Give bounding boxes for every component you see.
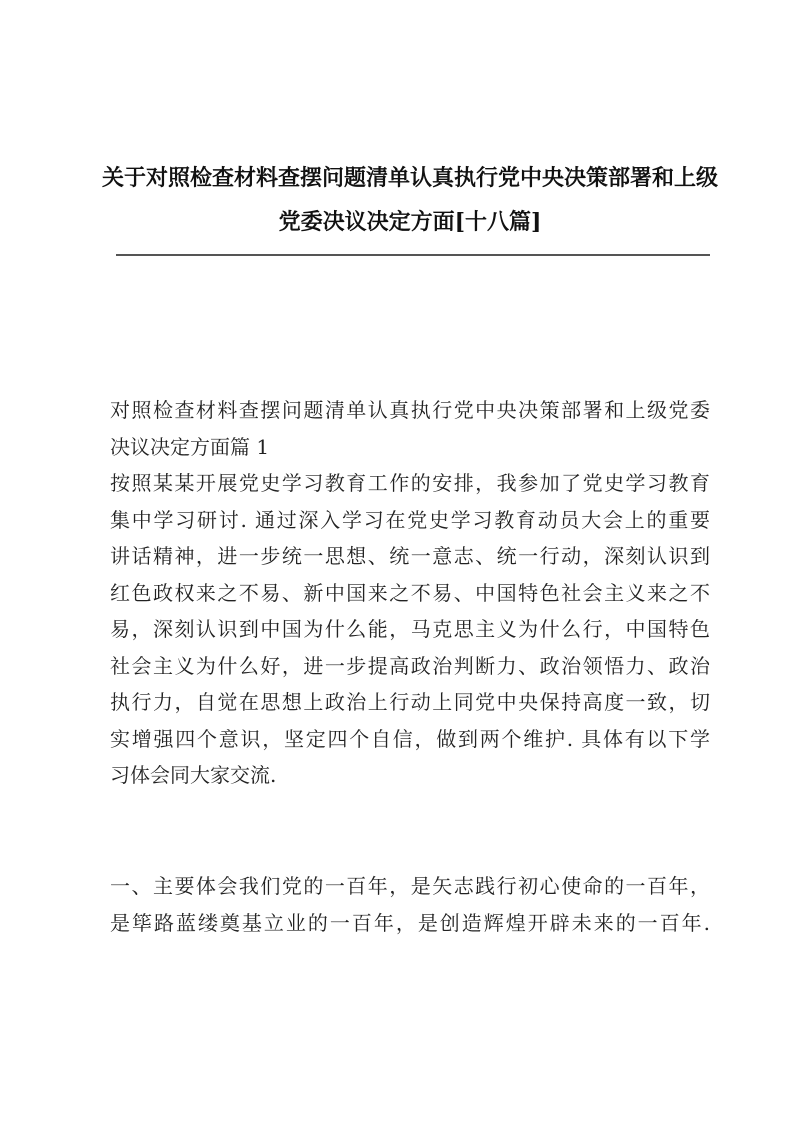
section-heading-line: 对照检查材料查摆问题清单认真执行党中央决策部署和上级党委 (110, 398, 710, 422)
document-title (100, 156, 720, 244)
paragraph-line: 按照某某开展党史学习教育工作的安排，我参加了党史学习教育 (110, 471, 710, 495)
paragraph-line: 讲话精神，进一步统一思想、统一意志、统一行动，深刻认识到 (110, 544, 710, 568)
document-body (110, 392, 710, 794)
title-line: 关于对照检查材料查摆问题清单认真执行党中央决策部署和上级 (101, 165, 718, 191)
section-one-line: 是筚路蓝缕奠基立业的一百年，是创造辉煌开辟未来的一百年. (110, 910, 710, 935)
paragraph-line: 习体会同大家交流. (110, 763, 277, 787)
section-heading-line: 决议决定方面篇 1 (110, 434, 270, 459)
section-one (110, 868, 710, 941)
title-line: 党委决议决定方面[十八篇] (278, 209, 542, 235)
paragraph-line: 集中学习研讨. 通过深入学习在党史学习教育动员大会上的重要 (110, 507, 710, 532)
paragraph-line: 实增强四个意识，坚定四个自信，做到两个维护. 具体有以下学 (110, 726, 710, 751)
paragraph-line: 社会主义为什么好，进一步提高政治判断力、政治领悟力、政治 (110, 653, 710, 678)
paragraph-line: 执行力，自觉在思想上政治上行动上同党中央保持高度一致，切 (110, 690, 710, 714)
paragraph-line: 易，深刻认识到中国为什么能，马克思主义为什么行，中国特色 (110, 617, 710, 641)
paragraph-line: 红色政权来之不易、新中国来之不易、中国特色社会主义来之不 (110, 580, 710, 605)
section-one-line: 一、主要体会我们党的一百年，是矢志践行初心使命的一百年， (110, 874, 710, 898)
title-divider (116, 254, 710, 256)
